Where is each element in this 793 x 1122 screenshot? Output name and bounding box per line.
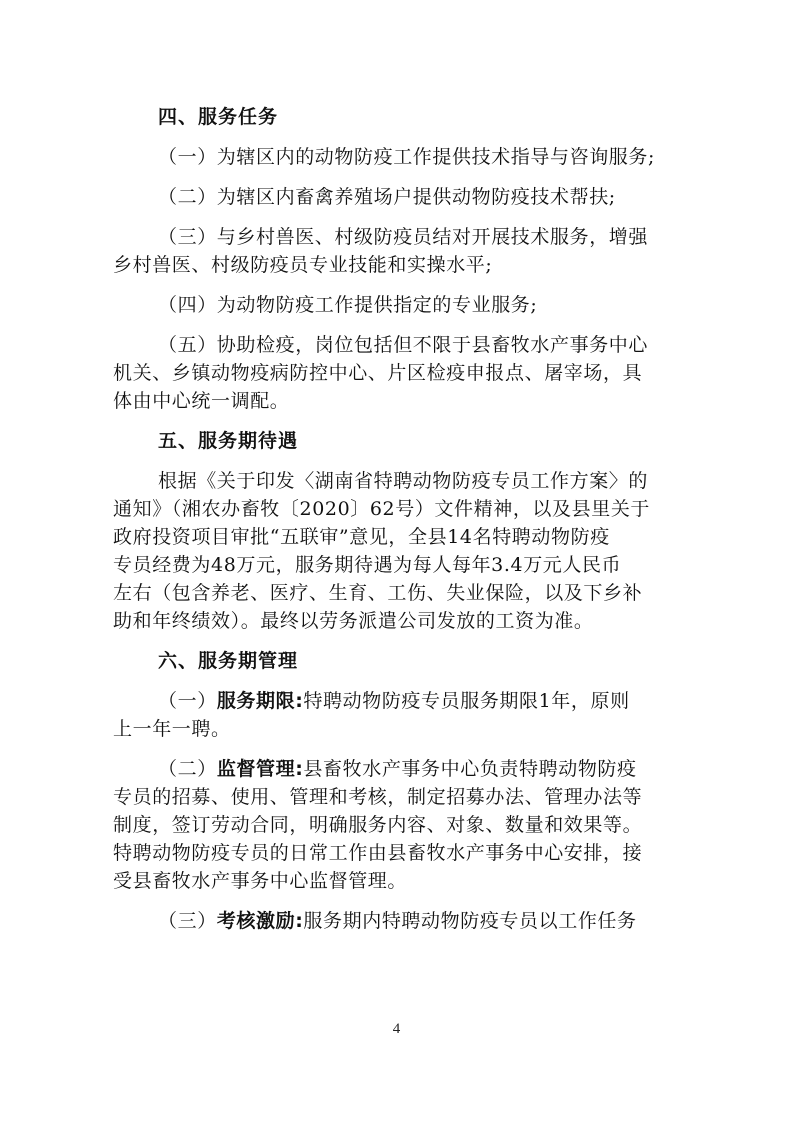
- paragraph-line: 机关、乡镇动物疫病防控中心、片区检疫申报点、屠宰场，具: [113, 362, 643, 384]
- item-text: 县畜牧水产事务中心负责特聘动物防疫: [303, 758, 637, 780]
- section-heading-service-benefits: 五、服务期待遇: [158, 430, 299, 452]
- paragraph-line: 通知》（湘农办畜牧〔2020〕62号）文件精神，以及县里关于: [113, 498, 651, 520]
- section-heading-service-management: 六、服务期管理: [158, 650, 299, 672]
- paragraph-line: 受县畜牧水产事务中心监督管理。: [113, 870, 408, 892]
- paragraph-line: （二）为辖区内畜禽养殖场户提供动物防疫技术帮扶;: [158, 186, 616, 208]
- paragraph-line: 专员的招募、使用、管理和考核，制定招募办法、管理办法等: [113, 786, 643, 808]
- paragraph-line: [158, 909, 683, 933]
- item-number: （一）: [158, 690, 217, 712]
- paragraph-line: 根据《关于印发〈湖南省特聘动物防疫专员工作方案〉的: [158, 470, 649, 492]
- paragraph-line: 左右（包含养老、医疗、生育、工伤、失业保险，以及下乡补: [113, 582, 643, 604]
- paragraph-line: [158, 689, 683, 713]
- paragraph-line: （三）与乡村兽医、村级防疫员结对开展技术服务，增强: [158, 226, 649, 248]
- item-number: （二）: [158, 758, 217, 780]
- paragraph-line: （五）协助检疫，岗位包括但不限于县畜牧水产事务中心: [158, 334, 649, 356]
- paragraph-line: （一）为辖区内的动物防疫工作提供技术指导与咨询服务;: [158, 146, 656, 168]
- paragraph-line: [158, 757, 683, 781]
- paragraph-line: 制度，签订劳动合同，明确服务内容、对象、数量和效果等。: [113, 814, 643, 836]
- bold-term: 监督管理:: [216, 758, 304, 780]
- bold-term: 考核激励:: [216, 910, 304, 932]
- paragraph-line: 政府投资项目审批“五联审”意见，全县14名特聘动物防疫: [113, 526, 610, 548]
- paragraph-line: 体由中心统一调配。: [113, 390, 290, 412]
- item-number: （三）: [158, 910, 217, 932]
- section-heading-service-tasks: 四、服务任务: [158, 106, 279, 128]
- paragraph-line: （四）为动物防疫工作提供指定的专业服务;: [158, 294, 538, 316]
- paragraph-line: 助和年终绩效）。最终以劳务派遣公司发放的工资为准。: [113, 610, 594, 632]
- item-text: 服务期内特聘动物防疫专员以工作任务: [303, 910, 637, 932]
- paragraph-line: 特聘动物防疫专员的日常工作由县畜牧水产事务中心安排，接: [113, 842, 643, 864]
- paragraph-line: 专员经费为48万元，服务期待遇为每人每年3.4万元人民币: [113, 554, 622, 576]
- item-text: 特聘动物防疫专员服务期限1年，原则: [303, 690, 630, 712]
- paragraph-line: 乡村兽医、村级防疫员专业技能和实操水平;: [113, 254, 493, 276]
- page-number: 4: [392, 1021, 401, 1037]
- paragraph-line: 上一年一聘。: [113, 718, 231, 740]
- bold-term: 服务期限:: [216, 690, 304, 712]
